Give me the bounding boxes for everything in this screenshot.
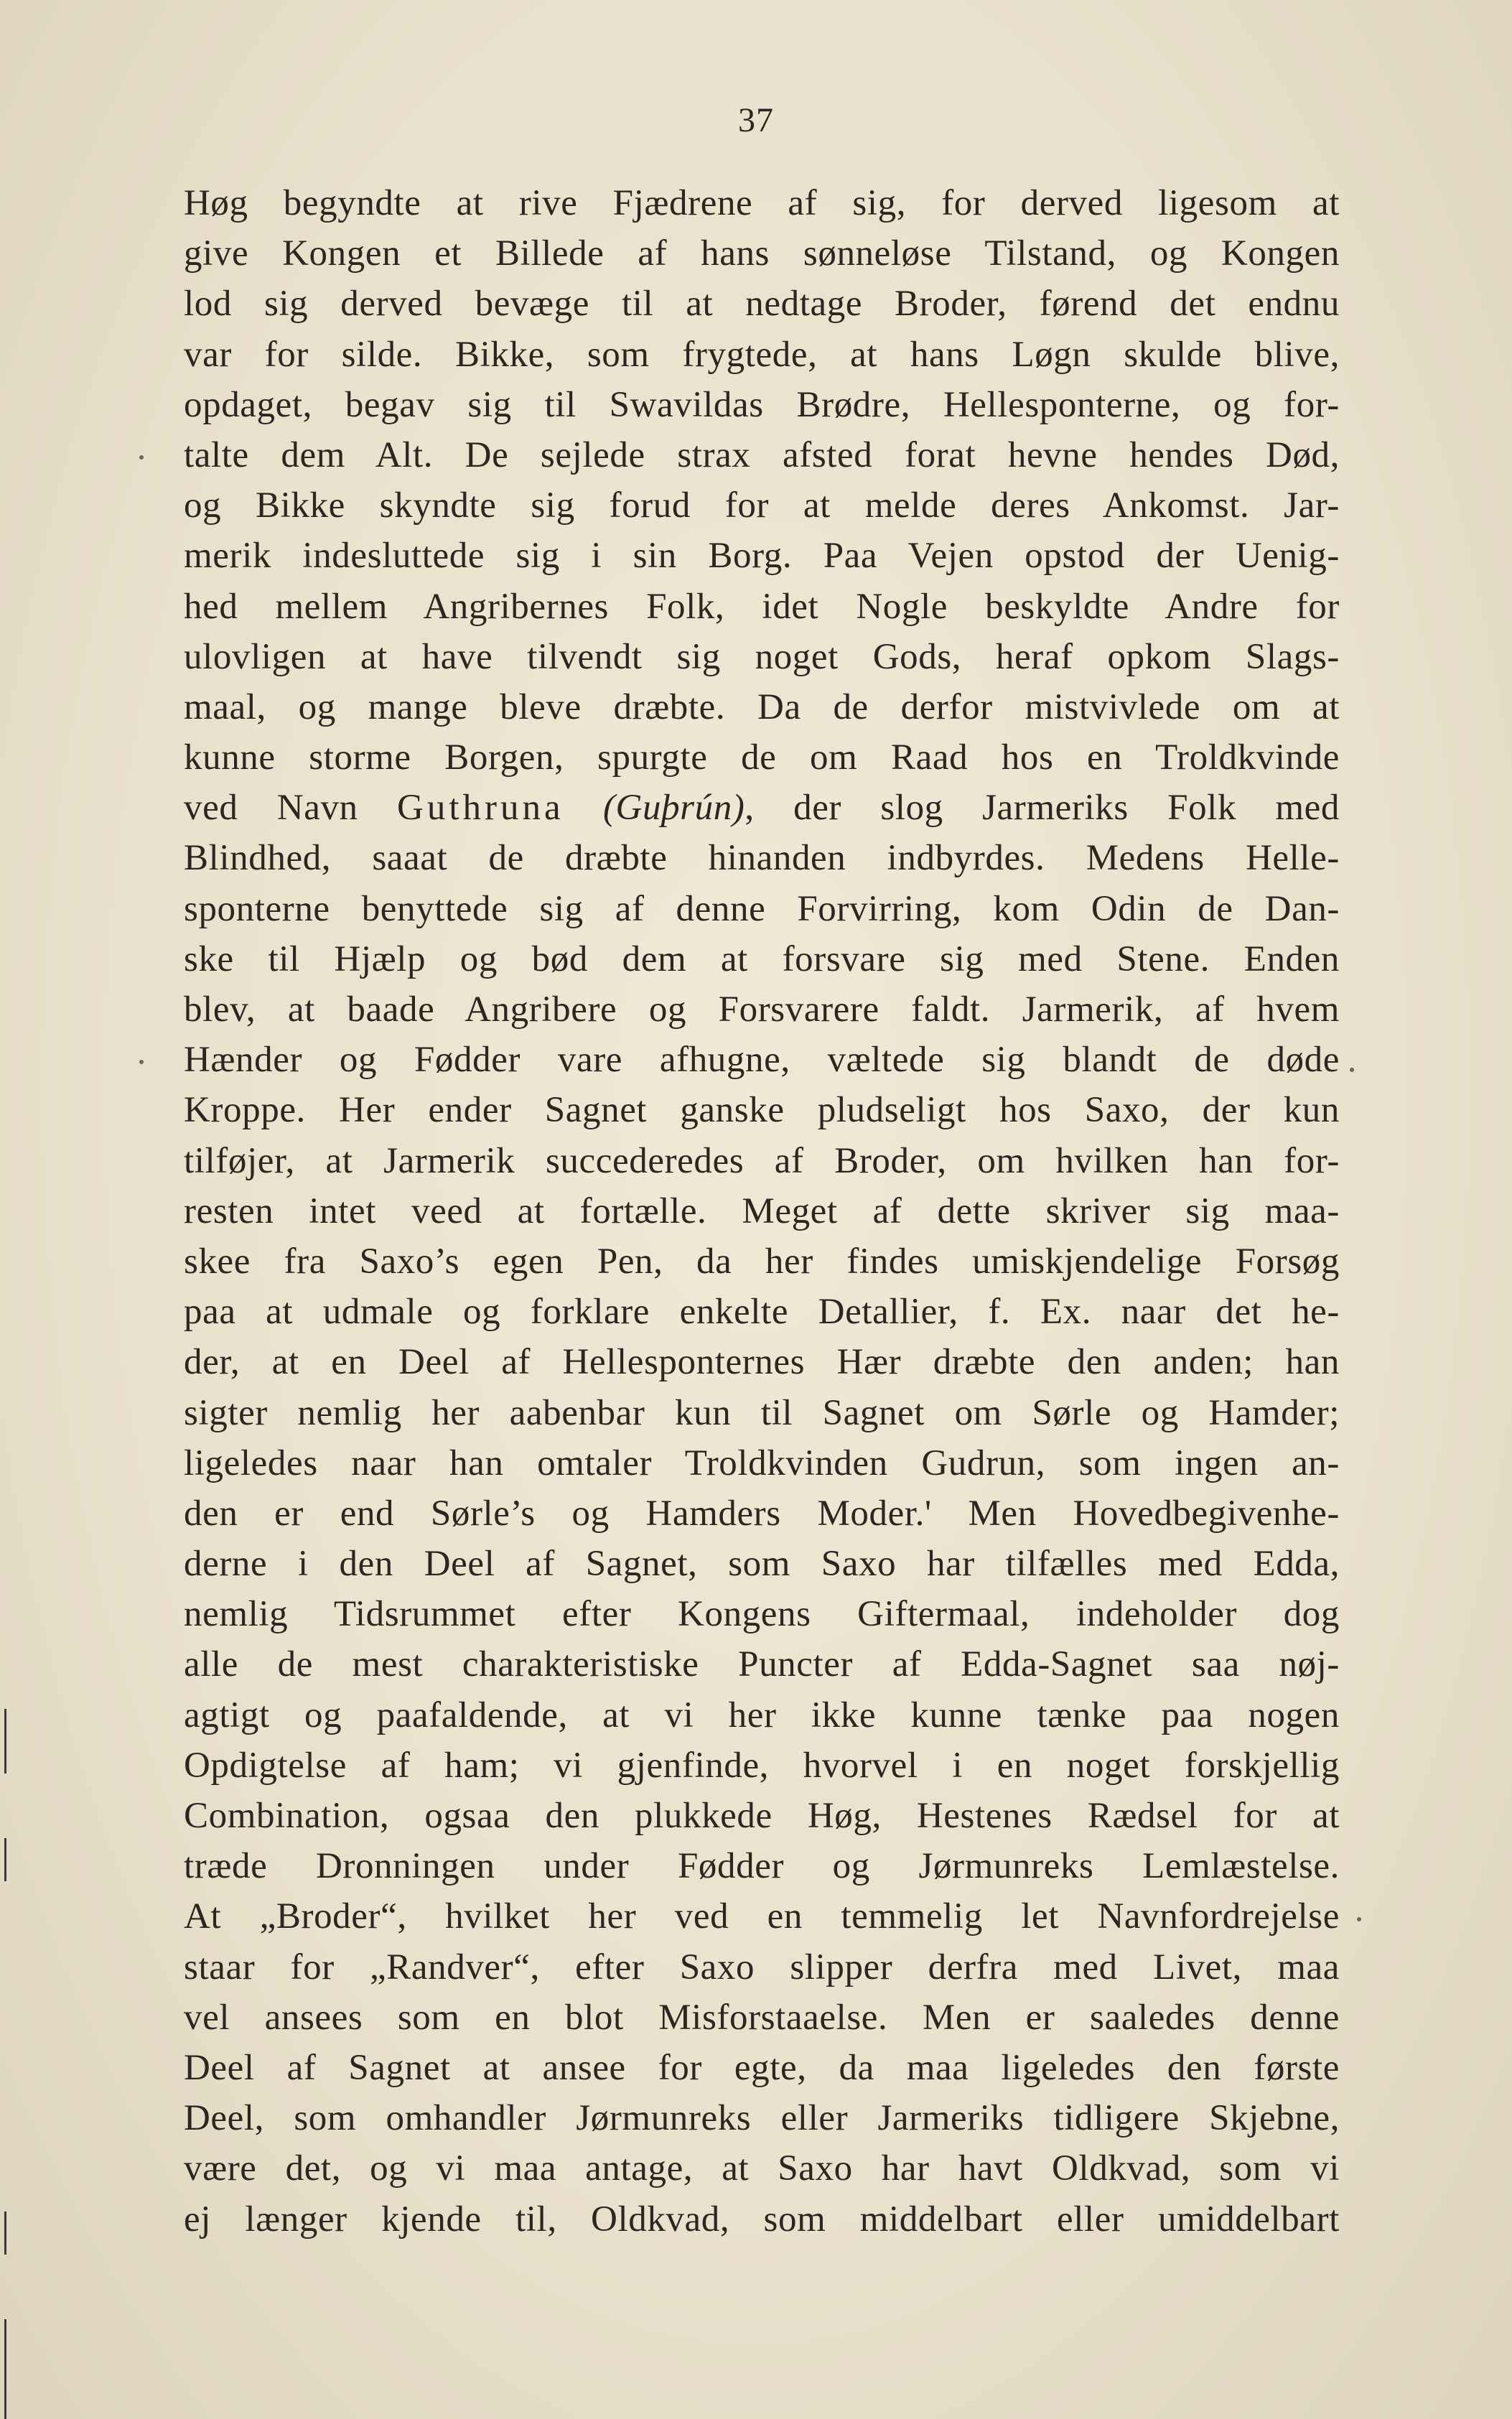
name-gudrun-oldnorse: (Guþrún) [602, 788, 745, 829]
text-line: resten intet veed at fortælle. Meget af dette skriver sig maa- [184, 1190, 1340, 1231]
text-line: den er end Sørle’s og Hamders Moder.' Men Hovedbegivenhe- [184, 1493, 1340, 1534]
text-line: blev, at baade Angribere og Forsvarere faldt. Jarmerik, af hvem [184, 989, 1340, 1030]
text-line: Deel, som omhandler Jørmunreks eller Jarmeriks tidligere Skjebne, [184, 2098, 1340, 2139]
text-line: maal, og mange bleve dræbte. Da de derfor mistvivlede om at [184, 686, 1340, 727]
text-line: At „Broder“, hvilket her ved en temmelig let Navnfordrejelse [184, 1896, 1340, 1937]
text-line: Kroppe. Her ender Sagnet ganske pludseligt hos Saxo, der kun [184, 1090, 1340, 1131]
speck [1357, 1917, 1361, 1921]
text-line: opdaget, begav sig til Swavildas Brødre, Hellesponterne, og for- [184, 384, 1340, 425]
scan-edge-mark [4, 1838, 6, 1881]
text-line: være det, og vi maa antage, at Saxo har havt Oldkvad, som vi [184, 2148, 1340, 2189]
line-segment [564, 788, 603, 828]
text-line: ske til Hjælp og bød dem at forsvare sig med Stene. Enden [184, 938, 1340, 979]
text-line: sponterne benyttede sig af denne Forvirring, kom Odin de Dan- [184, 888, 1340, 929]
scan-edge-mark [4, 2211, 6, 2255]
text-line: Hænder og Fødder vare afhugne, væltede sig blandt de døde [184, 1040, 1340, 1081]
text-line: talte dem Alt. De sejlede strax afsted forat hevne hendes Død, [184, 434, 1340, 475]
text-line: nemlig Tidsrummet efter Kongens Giftermaal, indeholder dog [184, 1594, 1340, 1635]
text-line: vel ansees som en blot Misforstaaelse. Men er saaledes denne [184, 1997, 1340, 2038]
body-text [184, 178, 1340, 2245]
text-line: Deel af Sagnet at ansee for egte, da maa ligeledes den første [184, 2047, 1340, 2088]
text-line: give Kongen et Billede af hans sønneløse Tilstand, og Kongen [184, 233, 1340, 274]
text-line: ligeledes naar han omtaler Troldkvinden Gudrun, som ingen an- [184, 1442, 1340, 1483]
text-line: sigter nemlig her aabenbar kun til Sagnet om Sørle og Hamder; [184, 1392, 1340, 1433]
text-line: paa at udmale og forklare enkelte Detallier, f. Ex. naar det he- [184, 1292, 1340, 1333]
text-line: staar for „Randver“, efter Saxo slipper derfra med Livet, maa [184, 1947, 1340, 1987]
speck [1350, 1068, 1354, 1072]
text-line: og Bikke skyndte sig forud for at melde deres Ankomst. Jar- [184, 485, 1340, 526]
line-segment: , der slog Jarmeriks Folk med [745, 788, 1340, 829]
text-line-guthruna [184, 783, 1340, 833]
name-guthruna: Guthruna [396, 788, 564, 829]
text-line: merik indesluttede sig i sin Borg. Paa Vejen opstod der Uenig- [184, 536, 1340, 577]
text-line: alle de mest charakteristiske Puncter af Edda-Sagnet saa nøj- [184, 1644, 1340, 1685]
scan-edge-mark [4, 1709, 6, 1774]
scan-edge-mark [4, 2319, 6, 2419]
text-line: ulovligen at have tilvendt sig noget Gods, heraf opkom Slags- [184, 636, 1340, 677]
text-line: Høg begyndte at rive Fjædrene af sig, for derved ligesom at [184, 183, 1340, 223]
text-line: agtigt og paafaldende, at vi her ikke kunne tænke paa nogen [184, 1695, 1340, 1735]
text-line: var for silde. Bikke, som frygtede, at hans Løgn skulde blive, [184, 334, 1340, 375]
text-line: der, at en Deel af Hellesponternes Hær dræbte den anden; han [184, 1342, 1340, 1383]
text-line: Blindhed, saaat de dræbte hinanden indbyrdes. Medens Helle- [184, 838, 1340, 879]
speck [139, 455, 144, 460]
speck [139, 1060, 144, 1064]
text-line: ej længer kjende til, Oldkvad, som middelbart eller umiddelbart [184, 2199, 1340, 2239]
text-line: kunne storme Borgen, spurgte de om Raad hos en Troldkvinde [184, 737, 1340, 778]
text-line: derne i den Deel af Sagnet, som Saxo har tilfælles med Edda, [184, 1544, 1340, 1585]
text-line: lod sig derved bevæge til at nedtage Broder, førend det endnu [184, 284, 1340, 325]
text-line: tilføjer, at Jarmerik succederedes af Broder, om hvilken han for- [184, 1140, 1340, 1181]
line-segment: ved Navn [184, 788, 397, 829]
text-line: Opdigtelse af ham; vi gjenfinde, hvorvel i en noget forskjellig [184, 1745, 1340, 1786]
text-line: Combination, ogsaa den plukkede Høg, Hestenes Rædsel for at [184, 1796, 1340, 1836]
text-line: træde Dronningen under Fødder og Jørmunreks Lemlæstelse. [184, 1846, 1340, 1887]
text-line: skee fra Saxo’s egen Pen, da her findes umiskjendelige Forsøg [184, 1241, 1340, 1282]
page-number: 37 [738, 101, 774, 139]
text-line: hed mellem Angribernes Folk, idet Nogle beskyldte Andre for [184, 586, 1340, 627]
